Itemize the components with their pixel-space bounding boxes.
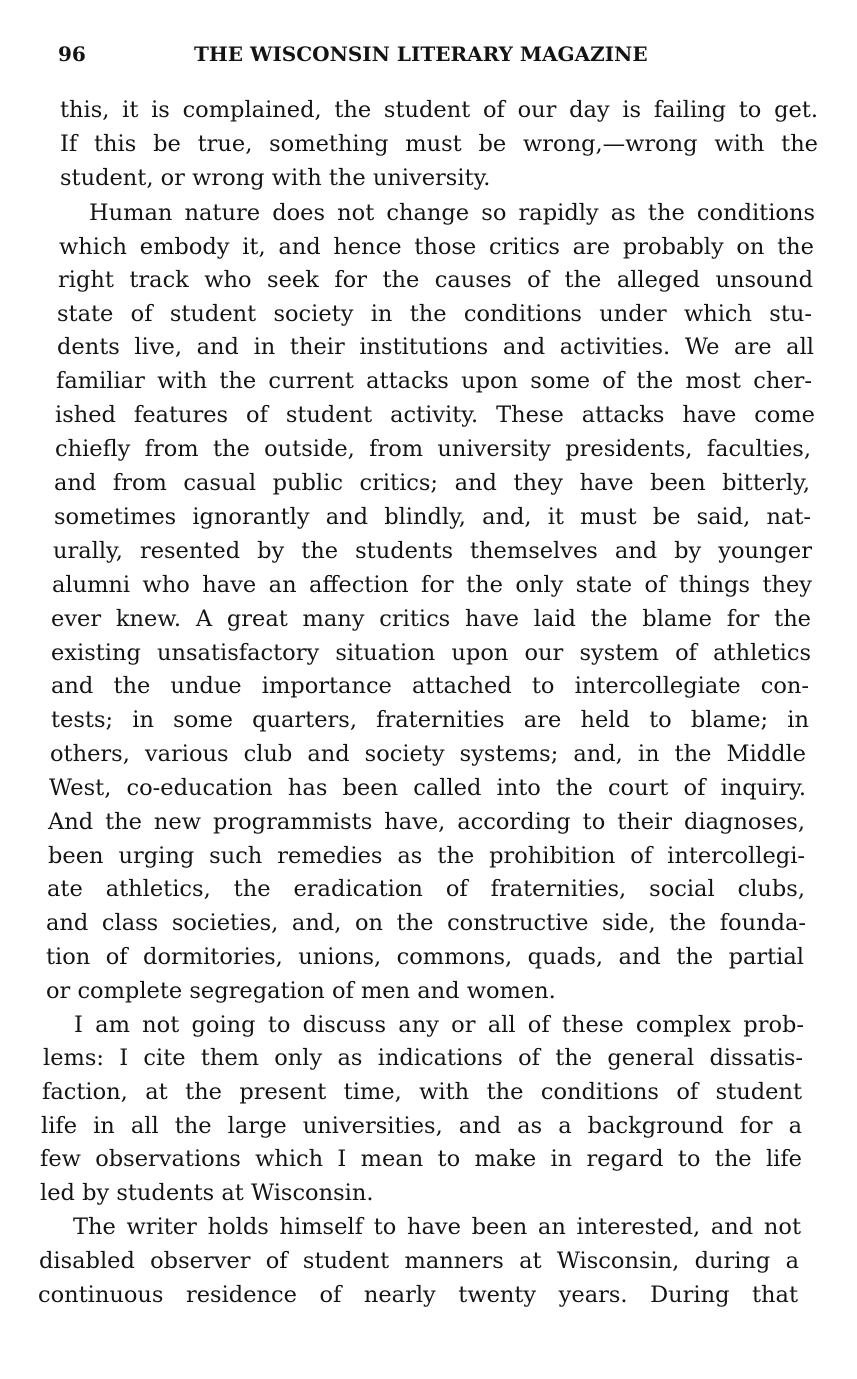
text-line: urally, resented by the students themselves and by younger	[53, 538, 812, 564]
running-title: THE WISCONSIN LITERARY MAGAZINE	[194, 42, 648, 66]
text-line: ished features of student activity. These attacks have come	[55, 402, 815, 428]
text-line: tion of dormitories, unions, commons, quads, and the partial	[46, 944, 804, 970]
text-line: others, various club and society systems; and, in the Middle	[50, 741, 806, 767]
text-line: Human nature does not change so rapidly as the conditions	[89, 200, 815, 226]
text-line: ever knew. A great many critics have laid the blame for the	[51, 606, 811, 632]
text-line: sometimes ignorantly and blindly, and, it must be said, nat-	[54, 504, 811, 530]
text-line: dents live, and in their institutions and activities. We are all	[57, 334, 814, 360]
text-line: led by students at Wisconsin.	[40, 1180, 374, 1206]
text-line: which embody it, and hence those critics are probably on the	[59, 234, 814, 260]
text-line: chiefly from the outside, from university presidents, faculties,	[55, 436, 811, 462]
text-line: this, it is complained, the student of our day is failing to get.	[60, 97, 818, 123]
text-line: and from casual public critics; and they have been bitterly,	[54, 470, 810, 496]
text-line: or complete segregation of men and women.	[46, 978, 556, 1004]
text-line: tests; in some quarters, fraternities are held to blame; in	[51, 707, 809, 733]
text-line: The writer holds himself to have been an interested, and not	[73, 1214, 801, 1240]
page-header	[58, 42, 818, 72]
text-line: lems: I cite them only as indications of the general dissatis-	[43, 1045, 803, 1071]
text-line: and class societies, and, on the constructive side, the founda-	[46, 910, 806, 936]
text-line: disabled observer of student manners at Wisconsin, during a	[39, 1248, 799, 1274]
text-line: alumni who have an affection for the only state of things they	[52, 572, 812, 598]
text-line: faction, at the present time, with the conditions of student	[42, 1079, 802, 1105]
text-line: continuous residence of nearly twenty years. During that	[38, 1282, 798, 1308]
text-line: I am not going to discuss any or all of these complex prob-	[74, 1012, 804, 1038]
page-number: 96	[58, 42, 86, 66]
text-line: If this be true, something must be wrong,—wrong with the	[60, 131, 818, 157]
text-line: student, or wrong with the university.	[60, 165, 491, 191]
text-line: West, co-education has been called into the court of inquiry.	[49, 775, 806, 801]
text-line: few observations which I mean to make in regard to the life	[40, 1146, 802, 1172]
text-line: been urging such remedies as the prohibition of intercollegi-	[48, 843, 805, 869]
text-line: and the undue importance attached to intercollegiate con-	[51, 673, 809, 699]
text-line: state of student society in the conditions under which stu-	[57, 301, 812, 327]
text-line: familiar with the current attacks upon some of the most cher-	[56, 368, 812, 394]
text-line: life in all the large universities, and as a background for a	[41, 1113, 802, 1139]
text-line: right track who seek for the causes of the alleged unsound	[58, 267, 813, 293]
text-line: ate athletics, the eradication of fraternities, social clubs,	[47, 876, 805, 902]
text-line: existing unsatisfactory situation upon our system of athletics	[51, 640, 811, 666]
text-line: And the new programmists have, according to their diagnoses,	[48, 809, 805, 835]
